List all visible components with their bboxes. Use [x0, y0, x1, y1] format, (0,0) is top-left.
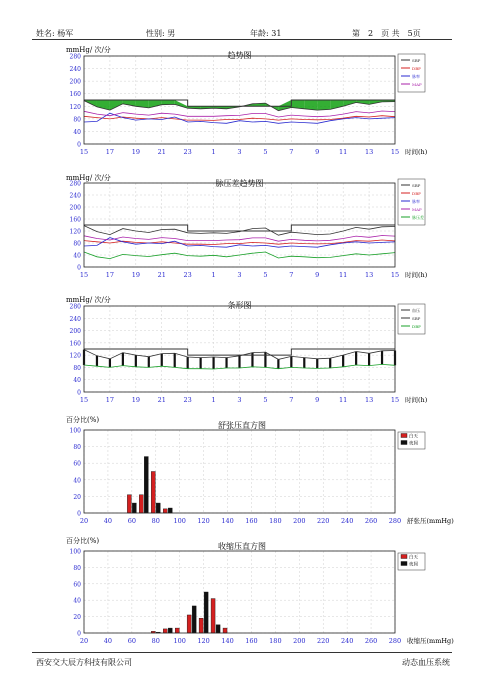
x-tick-label: 200 [293, 637, 306, 645]
x-tick-label: 23 [183, 271, 192, 279]
x-tick-label: 40 [103, 637, 113, 645]
legend-label: DBP [412, 324, 421, 329]
x-tick-label: 160 [245, 637, 258, 645]
y-tick-label: 20 [73, 493, 81, 501]
x-tick-label: 19 [131, 396, 140, 404]
patient-name: 姓名: 杨军 [36, 29, 74, 38]
histogram-bar [127, 495, 131, 513]
x-tick-label: 15 [390, 396, 400, 404]
x-tick-label: 17 [105, 148, 115, 156]
y-tick-label: 100 [69, 548, 81, 556]
y-tick-label: 240 [69, 315, 81, 323]
x-tick-label: 260 [364, 517, 378, 525]
x-tick-label: 15 [390, 148, 400, 156]
x-tick-label: 15 [390, 271, 400, 279]
x-tick-label: 9 [315, 271, 320, 279]
x-tick-label: 5 [263, 271, 268, 279]
y-tick-label: 40 [73, 597, 81, 605]
x-axis-label: 收缩压(mmHg) [407, 637, 454, 645]
x-tick-label: 80 [151, 517, 160, 525]
y-tick-label: 120 [69, 228, 81, 236]
x-tick-label: 15 [79, 396, 89, 404]
legend [398, 304, 425, 334]
x-tick-label: 120 [197, 637, 210, 645]
y-tick-label: 80 [73, 240, 81, 248]
y-axis-label: mmHg/ 次/分 [66, 296, 111, 304]
sbp-deviation-fill [175, 100, 188, 108]
y-axis-label: 百分比(%) [66, 416, 100, 424]
y-tick-label: 80 [73, 564, 81, 572]
y-tick-label: 240 [69, 192, 81, 200]
y-tick-label: 200 [69, 328, 81, 336]
x-tick-label: 100 [173, 637, 186, 645]
y-tick-label: 280 [69, 303, 81, 311]
legend [398, 179, 425, 225]
x-tick-label: 9 [315, 148, 320, 156]
y-tick-label: 60 [73, 581, 81, 589]
legend-label: 白天 [409, 434, 418, 440]
legend-label: 夜间 [409, 441, 418, 447]
y-tick-label: 0 [77, 510, 81, 518]
x-tick-label: 3 [237, 396, 242, 404]
legend [398, 553, 425, 570]
x-tick-label: 280 [388, 637, 402, 645]
x-tick-label: 3 [237, 271, 242, 279]
y-axis-label: mmHg/ 次/分 [66, 46, 111, 54]
y-tick-label: 160 [69, 91, 81, 99]
system-name: 动态血压系统 [402, 658, 450, 667]
y-tick-label: 40 [73, 252, 81, 260]
x-tick-label: 21 [157, 148, 166, 156]
x-tick-label: 7 [289, 396, 294, 404]
x-tick-label: 15 [79, 271, 89, 279]
legend-label: SBP [412, 58, 421, 63]
y-tick-label: 200 [69, 78, 81, 86]
x-tick-label: 60 [127, 517, 136, 525]
sbp-deviation-fill [317, 100, 330, 110]
x-axis-label: 时间(h) [405, 396, 428, 404]
x-tick-label: 3 [237, 148, 242, 156]
x-tick-label: 220 [317, 517, 330, 525]
y-tick-label: 240 [69, 66, 81, 74]
x-tick-label: 280 [388, 517, 402, 525]
y-tick-label: 280 [69, 53, 81, 61]
chart-title: 舒张压直方图 [218, 421, 266, 430]
x-tick-label: 260 [364, 637, 378, 645]
chart-title: 收缩压直方图 [218, 542, 266, 551]
chart-1 [66, 45, 428, 156]
x-tick-label: 20 [79, 637, 89, 645]
histogram-2 [66, 536, 454, 645]
page-number: 第 2 页 共 5页 [352, 29, 421, 38]
x-tick-label: 7 [289, 148, 294, 156]
x-tick-label: 7 [289, 271, 294, 279]
legend-swatch [401, 441, 407, 445]
x-axis-label: 时间(h) [405, 148, 428, 156]
x-tick-label: 1 [211, 148, 216, 156]
x-tick-label: 180 [269, 637, 282, 645]
x-tick-label: 140 [221, 517, 234, 525]
histogram-bar [156, 503, 160, 513]
x-tick-label: 240 [340, 517, 354, 525]
x-tick-label: 200 [293, 517, 306, 525]
legend-label: SBP [412, 183, 421, 188]
y-tick-label: 80 [73, 364, 81, 372]
x-tick-label: 140 [221, 637, 234, 645]
y-tick-label: 80 [73, 444, 81, 452]
x-tick-label: 60 [127, 637, 136, 645]
histogram-1 [66, 415, 454, 525]
y-tick-label: 0 [77, 630, 81, 638]
histogram-bar [199, 618, 203, 633]
x-tick-label: 20 [79, 517, 89, 525]
y-tick-label: 0 [77, 141, 81, 149]
x-tick-label: 80 [151, 637, 160, 645]
y-tick-label: 160 [69, 340, 81, 348]
chart-2 [66, 173, 428, 279]
legend-label: 白天 [409, 555, 418, 561]
legend-label: 脉率 [412, 199, 420, 204]
y-tick-label: 60 [73, 460, 81, 468]
sbp-deviation-fill [304, 100, 317, 110]
x-tick-label: 220 [317, 637, 330, 645]
histogram-bar [132, 503, 136, 513]
x-tick-label: 40 [103, 517, 113, 525]
x-tick-label: 160 [245, 517, 258, 525]
x-tick-label: 100 [173, 517, 186, 525]
x-axis-label: 舒张压(mmHg) [407, 517, 454, 525]
x-tick-label: 1 [211, 271, 216, 279]
histogram-bar [223, 628, 227, 633]
chart-title: 脉压差趋势图 [215, 179, 264, 188]
histogram-bar [144, 457, 148, 513]
x-tick-label: 240 [340, 637, 354, 645]
y-tick-label: 100 [69, 427, 81, 435]
x-tick-label: 17 [105, 396, 115, 404]
legend-label: SBP [412, 316, 421, 321]
legend-label: 血压 [412, 308, 420, 313]
y-axis-label: 百分比(%) [66, 537, 100, 545]
x-tick-label: 1 [211, 396, 216, 404]
x-tick-label: 23 [183, 396, 192, 404]
y-tick-label: 0 [77, 389, 81, 397]
company-name: 西安交大辰方科技有限公司 [36, 658, 132, 667]
histogram-bar [168, 628, 172, 633]
x-axis-label: 时间(h) [405, 271, 428, 279]
histogram-bar [192, 606, 196, 633]
histogram-bar [211, 599, 215, 633]
x-tick-label: 13 [364, 396, 374, 404]
y-tick-label: 80 [73, 116, 81, 124]
histogram-bar [204, 592, 208, 633]
histogram-bar [175, 628, 179, 633]
legend-label: MAP [412, 207, 422, 212]
y-tick-label: 200 [69, 204, 81, 212]
y-tick-label: 280 [69, 180, 81, 188]
legend-label: DBP [412, 66, 421, 71]
x-tick-label: 180 [269, 517, 282, 525]
legend-swatch [401, 555, 407, 559]
x-tick-label: 120 [197, 517, 210, 525]
histogram-bar [163, 509, 167, 513]
y-tick-label: 0 [77, 264, 81, 272]
x-tick-label: 23 [183, 148, 192, 156]
y-tick-label: 40 [73, 128, 81, 136]
histogram-bar [139, 495, 143, 513]
x-tick-label: 5 [263, 396, 268, 404]
y-tick-label: 20 [73, 614, 81, 622]
legend-label: 脉压差 [412, 215, 424, 220]
plot-frame [84, 551, 395, 633]
footer-divider [32, 652, 452, 653]
legend-label: MAP [412, 82, 422, 87]
y-tick-label: 40 [73, 477, 81, 485]
patient-sex: 性别: 男 [146, 29, 176, 38]
chart-title: 条形图 [227, 301, 252, 310]
chart-3 [66, 295, 428, 404]
legend-label: 脉率 [412, 74, 420, 79]
x-tick-label: 11 [339, 271, 348, 279]
histogram-bar [168, 508, 172, 513]
y-tick-label: 120 [69, 103, 81, 111]
x-tick-label: 13 [364, 271, 374, 279]
x-tick-label: 19 [131, 271, 140, 279]
histogram-bar [163, 629, 167, 633]
x-tick-label: 9 [315, 396, 320, 404]
y-tick-label: 40 [73, 377, 81, 385]
histogram-bar [151, 472, 155, 514]
histogram-bar [187, 615, 191, 633]
x-tick-label: 19 [131, 148, 140, 156]
x-tick-label: 11 [339, 396, 348, 404]
legend-swatch [401, 434, 407, 438]
legend [398, 54, 425, 92]
y-tick-label: 120 [69, 352, 81, 360]
legend-label: DBP [412, 191, 421, 196]
legend-label: 夜间 [409, 562, 418, 568]
patient-age: 年龄: 31 [250, 29, 282, 38]
x-tick-label: 11 [339, 148, 348, 156]
x-tick-label: 13 [364, 148, 374, 156]
y-tick-label: 160 [69, 216, 81, 224]
sbp-deviation-fill [162, 100, 175, 105]
x-tick-label: 15 [79, 148, 89, 156]
x-tick-label: 17 [105, 271, 115, 279]
x-tick-label: 21 [157, 271, 166, 279]
chart-title: 趋势图 [227, 51, 252, 60]
x-tick-label: 5 [263, 148, 268, 156]
histogram-bar [216, 625, 220, 633]
legend-swatch [401, 562, 407, 566]
y-axis-label: mmHg/ 次/分 [66, 174, 111, 182]
legend [398, 432, 425, 449]
x-tick-label: 21 [157, 396, 166, 404]
